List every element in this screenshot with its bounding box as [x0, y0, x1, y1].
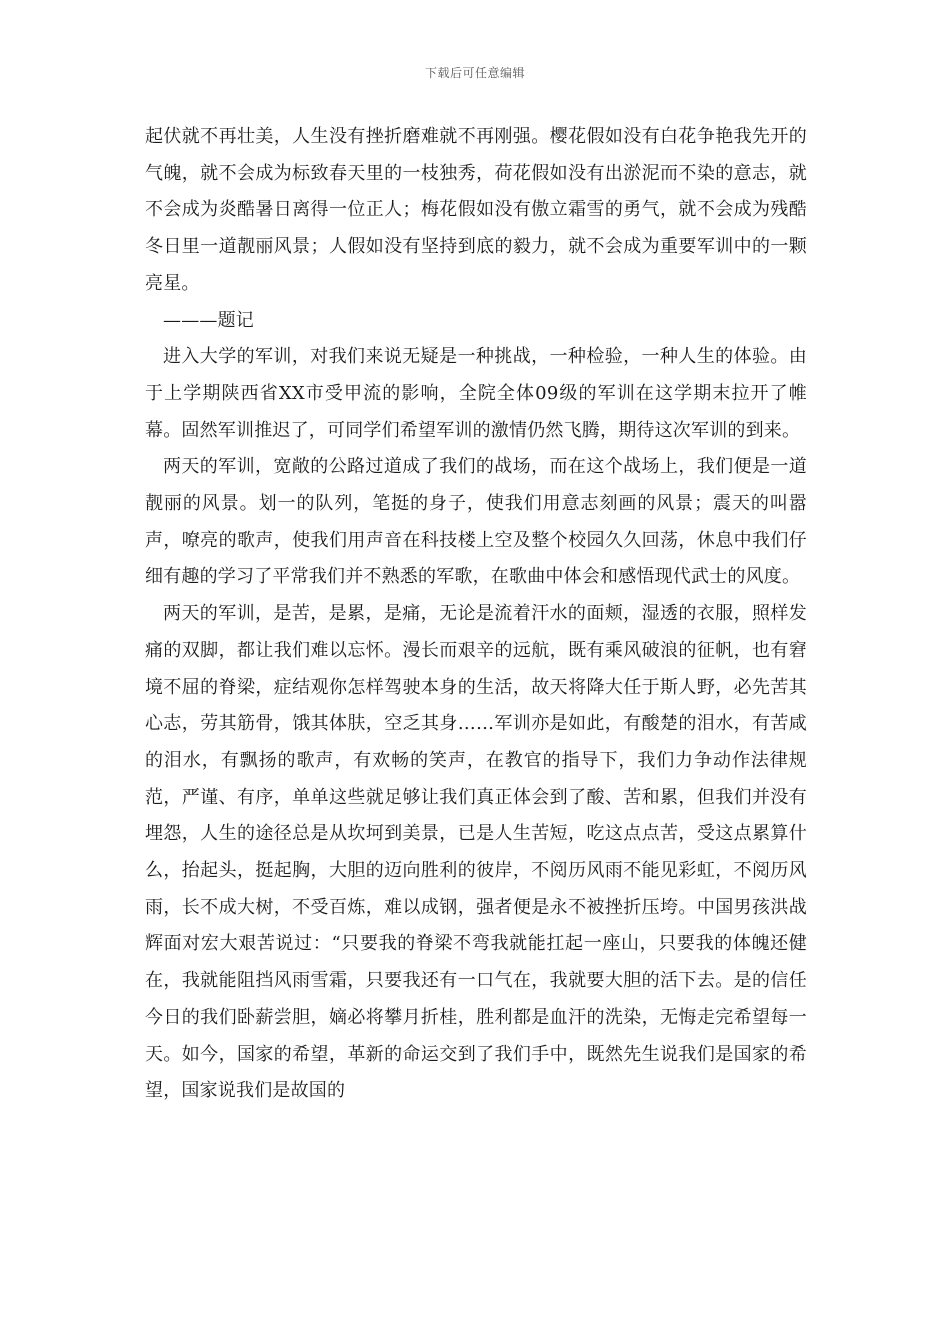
document-body	[145, 119, 807, 1110]
page-header-note: 下载后可任意编辑	[424, 66, 525, 80]
paragraph-training-hardship: 两天的军训，是苦，是累，是痛，无论是流着汗水的面颊，湿透的衣服，照样发痛的双脚，都让我们难以忘怀。漫长而艰辛的远航，既有乘风破浪的征帆，也有窘境不屈的脊梁，症结观你怎样驾驶本身的生活，故天将降大任于斯人野，必先苦其心志，劳其筋骨，饿其体肤，空乏其身……军训亦是如此，有酸楚的泪水，有苦咸的泪水，有飘扬的歌声，有欢畅的笑声，在教官的指导下，我们力争动作法律规范，严谨、有序，单单这些就足够让我们真正体会到了酸、苦和累，但我们并没有埋怨，人生的途径总是从坎坷到美景，已是人生苦短，吃这点点苦，受这点累算什么，抬起头，挺起胸，大胆的迈向胜利的彼岸，不阅历风雨不能见彩虹，不阅历风雨，长不成大树，不受百炼，难以成钢，强者便是永不被挫折压垮。中国男孩洪战辉面对宏大艰苦说过：“只要我的脊梁不弯我就能扛起一座山，只要我的体魄还健在，我就能阻挡风雨雪霜，只要我还有一口气在，我就要大胆的活下去。是的信任今日的我们卧薪尝胆，嫡必将攀月折桂，胜利都是血汗的洗染，无悔走完希望每一天。如今，国家的希望，革新的命运交到了我们手中，既然先生说我们是国家的希望，国家说我们是故国的	[145, 603, 807, 1102]
paragraph-epigraph-signature: ———题记	[163, 309, 254, 331]
paragraph-intro-continuation: 起伏就不再壮美，人生没有挫折磨难就不再刚强。樱花假如没有白花争艳我先开的气魄，就不会成为标致春天里的一枝独秀，荷花假如没有出淤泥而不染的意志，就不会成为炎酷暑日离得一位正人；梅花假如没有傲立霜雪的勇气，就不会成为残酷冬日里一道靓丽风景；人假如没有坚持到底的毅力，就不会成为重要军训中的一颗亮星。	[145, 126, 807, 294]
paragraph-training-scenery: 两天的军训，宽敞的公路过道成了我们的战场，而在这个战场上，我们便是一道靓丽的风景。划一的队列，笔挺的身子，使我们用意志刻画的风景；震天的叫嚣声，嘹亮的歌声，使我们用声音在科技楼上空及整个校园久久回荡，休息中我们仔细有趣的学习了平常我们并不熟悉的军歌，在歌曲中体会和感悟现代武士的风度。	[145, 456, 807, 588]
paragraph-military-training-intro: 进入大学的军训，对我们来说无疑是一种挑战，一种检验，一种人生的体验。由于上学期陕西省XX市受甲流的影响，全院全体09级的军训在这学期末拉开了帷幕。固然军训推迟了，可同学们希望军训的激情仍然飞腾，期待这次军训的到来。	[145, 346, 807, 441]
